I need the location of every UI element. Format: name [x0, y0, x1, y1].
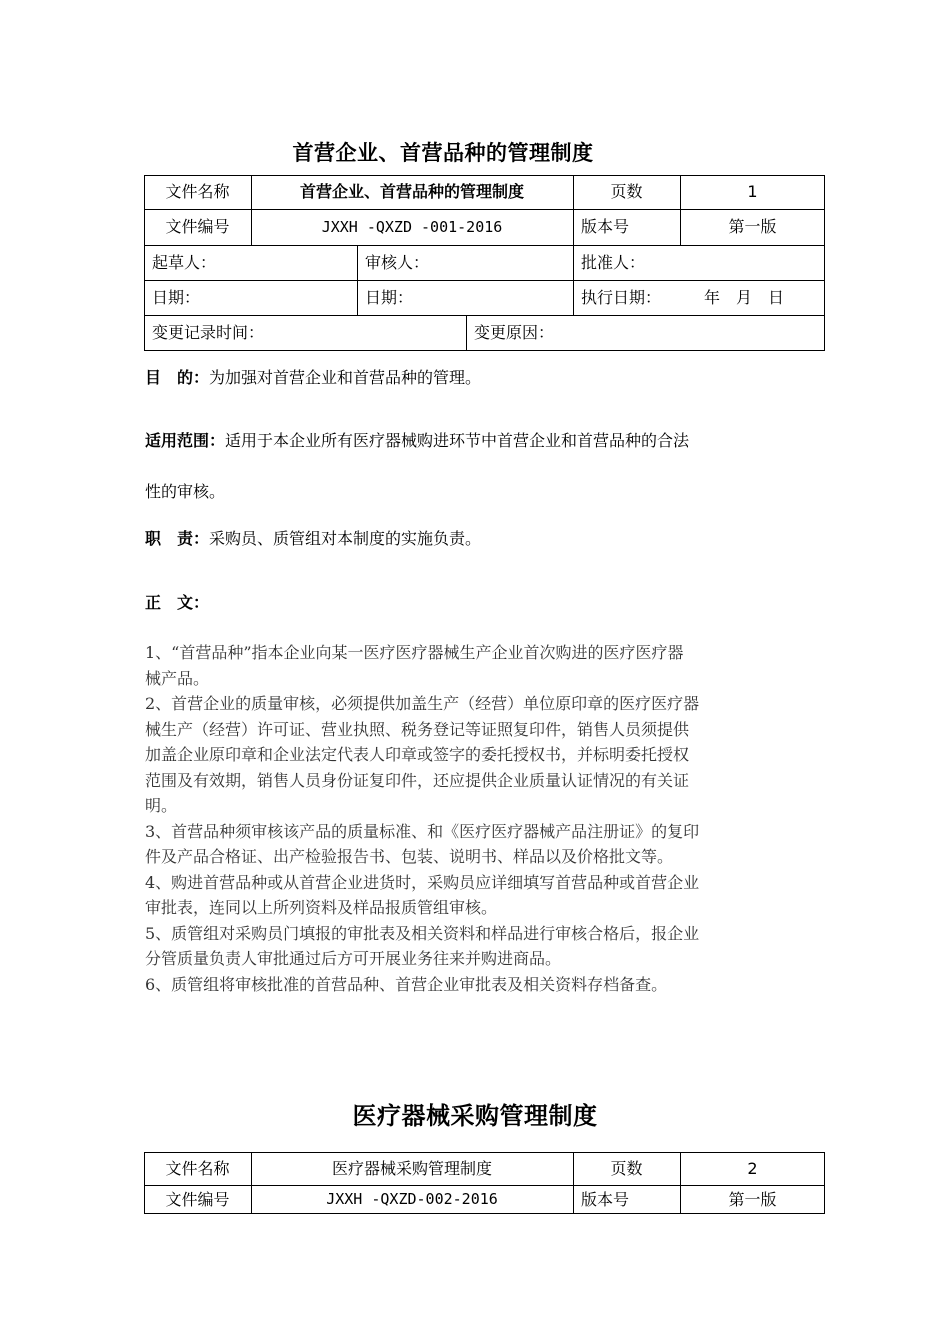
- pages-value-2: 2: [747, 1159, 758, 1178]
- duty-paragraph: [145, 526, 815, 552]
- body-label: 正 文：: [145, 593, 210, 612]
- version-label: 版本号: [581, 217, 630, 236]
- purpose-paragraph: [145, 365, 815, 391]
- doc-no-label-2: 文件编号: [165, 1190, 230, 1209]
- body-list: [145, 640, 813, 997]
- body-line: 械生产（经营）许可证、营业执照、税务登记等证照复印件，销售人员须提供: [145, 719, 690, 739]
- section2-title: 医疗器械采购管理制度: [352, 1102, 598, 1130]
- body-line: 5、质管组对采购员门填报的审批表及相关资料和样品进行审核合格后，报企业: [145, 923, 700, 943]
- section2-meta-grid: [144, 1152, 825, 1214]
- exec-date-label: 执行日期：: [581, 288, 662, 307]
- version-label-2: 版本号: [581, 1190, 630, 1209]
- change-reason-label: 变更原因：: [474, 323, 555, 342]
- exec-date-value: 年 月 日: [704, 288, 785, 307]
- body-line: 审批表，连同以上所列资料及样品报质管组审核。: [145, 898, 498, 917]
- doc-name-label: 文件名称: [165, 182, 230, 201]
- body-line: 4、购进首营品种或从首营企业进货时，采购员应详细填写首营品种或首营企业: [145, 872, 700, 892]
- duty-label: 职 责：: [145, 529, 210, 548]
- duty-text: 采购员、质管组对本制度的实施负责。: [209, 529, 482, 548]
- doc-no-label: 文件编号: [165, 217, 230, 236]
- body-line: 件及产品合格证、出产检验报告书、包装、说明书、样品以及价格批文等。: [145, 847, 674, 866]
- body-line: 2、首营企业的质量审核，必须提供加盖生产（经营）单位原印章的医疗医疗器: [145, 694, 700, 713]
- body-heading: [145, 590, 815, 616]
- scope-label: 适用范围：: [145, 431, 226, 450]
- pages-value: 1: [747, 182, 758, 201]
- body-line: 3、首营品种须审核该产品的质量标准、和《医疗医疗器械产品注册证》的复印: [145, 821, 700, 841]
- purpose-label: 目 的：: [145, 368, 210, 387]
- body-line: 分管质量负责人审批通过后方可开展业务往来并购进商品。: [145, 949, 562, 968]
- scope-text-2: 性的审核。: [145, 482, 226, 501]
- doc-name-label-2: 文件名称: [165, 1159, 230, 1178]
- doc-name-value-2: 医疗器械采购管理制度: [331, 1159, 492, 1178]
- body-line: 6、质管组将审核批准的首营品种、首营企业审批表及相关资料存档备查。: [145, 974, 668, 994]
- doc-no-value: JXXH -QXZD -001-2016: [321, 218, 503, 236]
- version-value: 第一版: [728, 217, 777, 236]
- reviewer-label: 审核人：: [365, 253, 430, 272]
- body-line: 加盖企业原印章和企业法定代表人印章或签字的委托授权书，并标明委托授权: [145, 745, 690, 764]
- version-value-2: 第一版: [728, 1190, 777, 1209]
- change-time-label: 变更记录时间：: [152, 323, 265, 342]
- pages-label: 页数: [610, 182, 643, 201]
- drafter-label: 起草人：: [152, 253, 217, 272]
- body-line: 明。: [145, 796, 178, 815]
- scope-paragraph: [145, 428, 815, 454]
- purpose-text: 为加强对首营企业和首营品种的管理。: [209, 368, 482, 387]
- doc-no-value-2: JXXH -QXZD-002-2016: [326, 1190, 498, 1208]
- date-label-2: 日期：: [365, 288, 414, 307]
- body-line: 1、“首营品种”指本企业向某一医疗医疗器械生产企业首次购进的医疗医疗器: [145, 643, 684, 662]
- section1-meta-grid: [144, 175, 825, 351]
- scope-text-1: 适用于本企业所有医疗器械购进环节中首营企业和首营品种的合法: [225, 431, 690, 450]
- section1-title: 首营企业、首营品种的管理制度: [292, 141, 594, 165]
- approver-label: 批准人：: [581, 253, 646, 272]
- doc-name-value: 首营企业、首营品种的管理制度: [299, 182, 524, 201]
- body-line: 范围及有效期，销售人员身份证复印件，还应提供企业质量认证情况的有关证: [145, 770, 690, 790]
- pages-label-2: 页数: [610, 1159, 643, 1178]
- date-label-1: 日期：: [152, 288, 201, 307]
- body-line: 械产品。: [145, 668, 210, 688]
